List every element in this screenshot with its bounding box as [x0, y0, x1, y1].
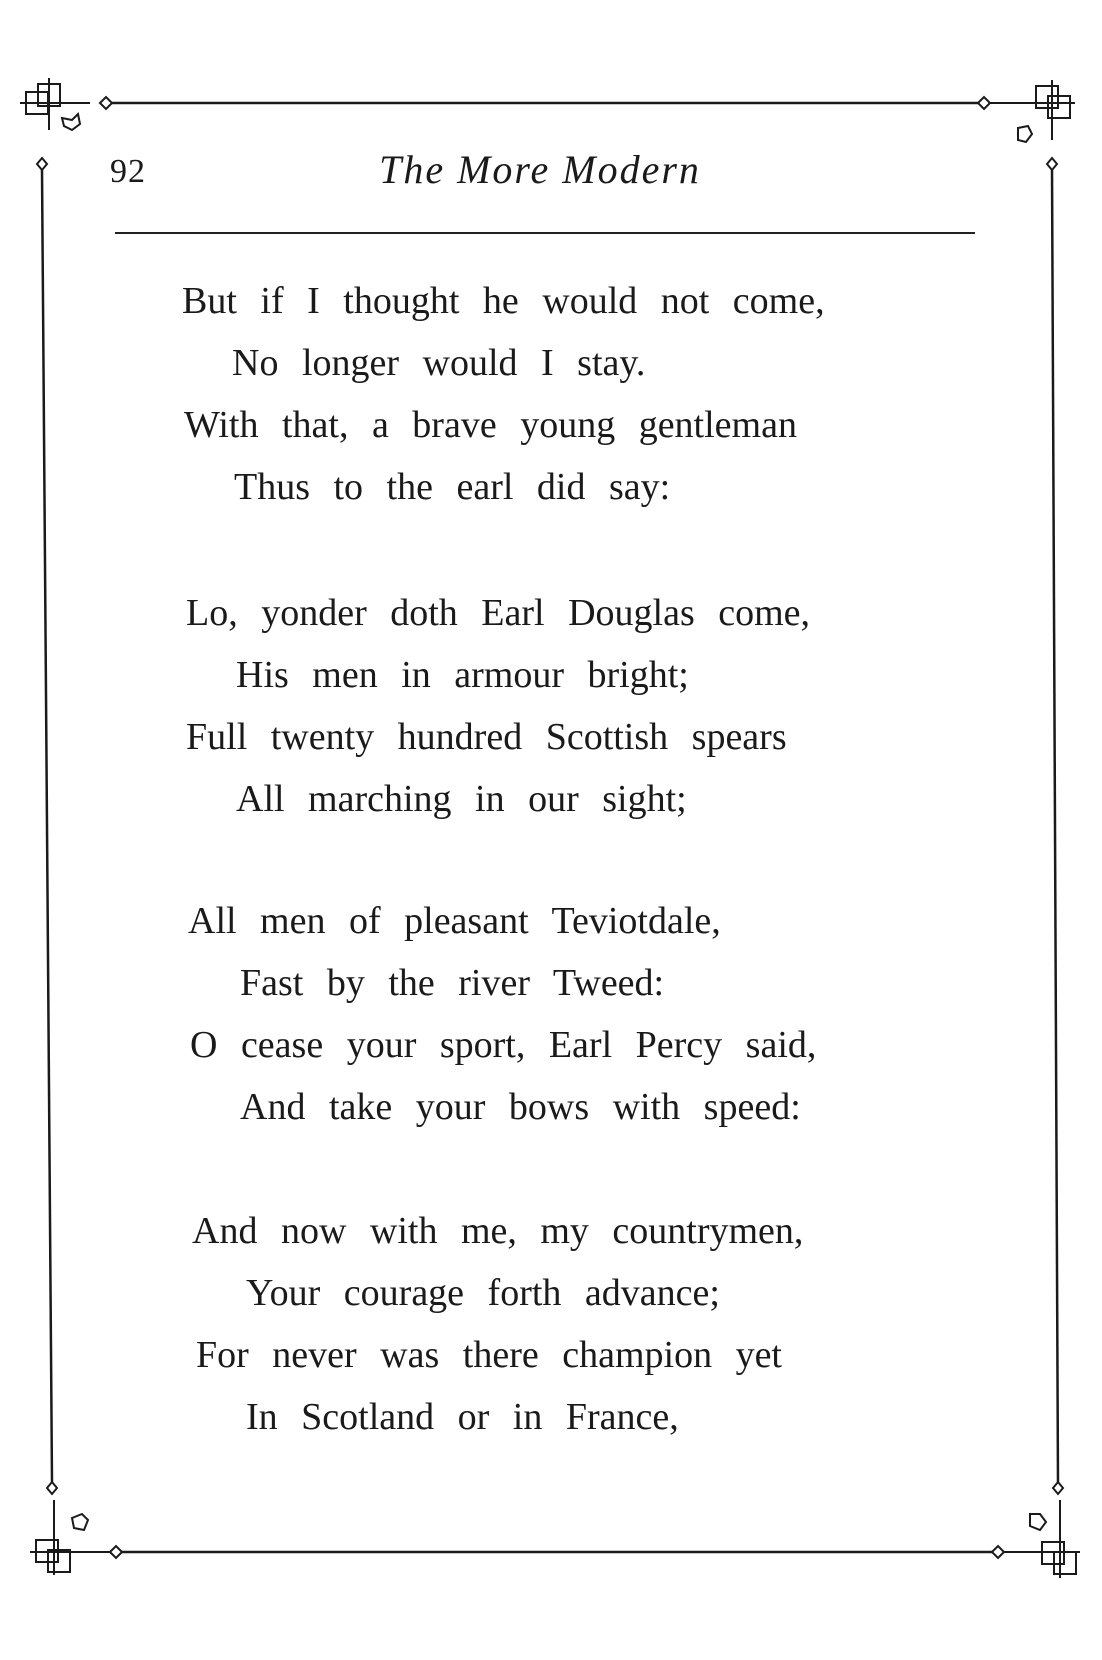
poem-line: With that, a brave young gentleman [184, 404, 797, 446]
poem-line: All men of pleasant Teviotdale, [188, 900, 721, 942]
poem-line: Fast by the river Tweed: [240, 962, 665, 1004]
poem-line: But if I thought he would not come, [182, 280, 825, 322]
poem-line: And now with me, my countrymen, [192, 1210, 804, 1252]
page-number: 92 [110, 153, 146, 190]
poem-line: All marching in our sight; [236, 778, 687, 820]
poem-line: In Scotland or in France, [246, 1396, 679, 1438]
poem-line: No longer would I stay. [232, 342, 646, 384]
poem-line: His men in armour bright; [236, 654, 689, 696]
poem-line: Full twenty hundred Scottish spears [186, 716, 787, 758]
poem-line: Your courage forth advance; [246, 1272, 720, 1314]
poem-line: Thus to the earl did say: [234, 466, 671, 508]
poem-line: Lo, yonder doth Earl Douglas come, [186, 592, 811, 634]
running-title: The More Modern [379, 147, 701, 192]
poem-line: For never was there champion yet [196, 1334, 782, 1376]
poem-line: And take your bows with speed: [240, 1086, 801, 1128]
poem-line: O cease your sport, Earl Percy said, [190, 1024, 817, 1066]
